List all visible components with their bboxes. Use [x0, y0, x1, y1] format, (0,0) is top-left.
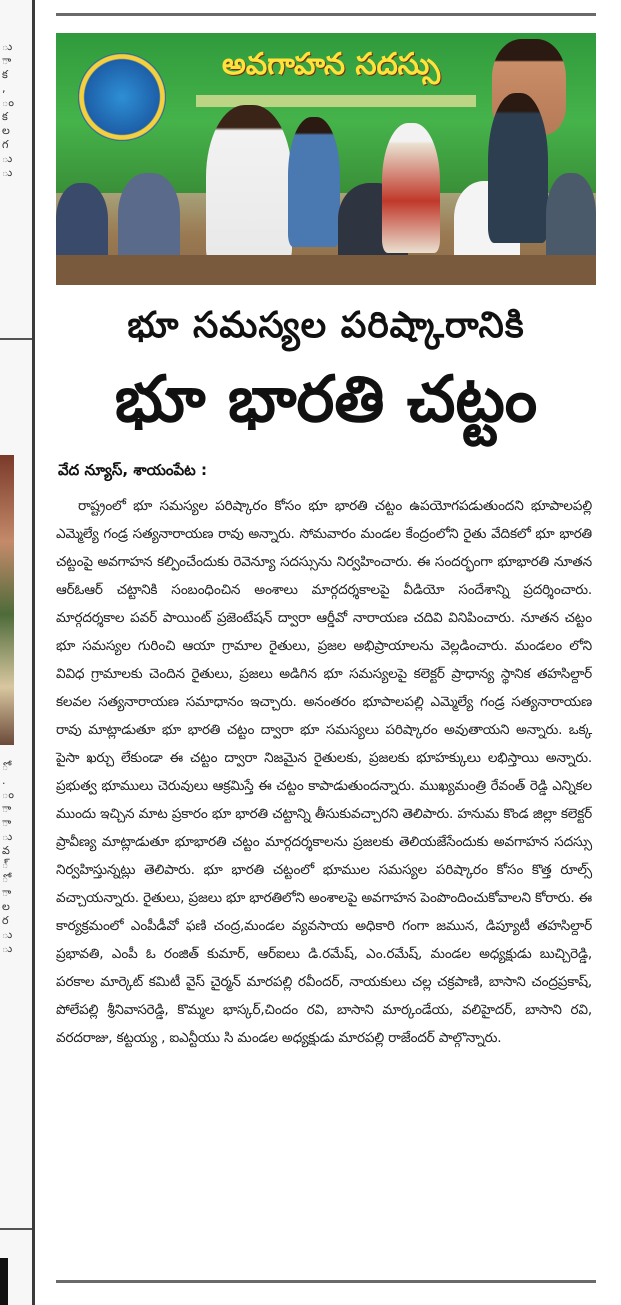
bottom-rule — [56, 1280, 596, 1283]
attendee — [382, 123, 440, 253]
strip-divider — [0, 338, 32, 340]
dais-table — [56, 255, 596, 285]
adjacent-photo-fragment — [0, 455, 14, 745]
strip-text-fragment: ో . ం ా ా ు వ ్ ో ా ల ర ు ు — [2, 760, 14, 955]
top-rule — [56, 13, 596, 16]
strip-divider — [0, 1228, 32, 1230]
emblem-logo — [78, 53, 166, 141]
headline-main: భూ భారతి చట్టం — [114, 363, 538, 437]
headline-kicker: భూ సమస్యల పరిష్కారానికి — [127, 305, 525, 346]
adjacent-block-fragment — [0, 1258, 8, 1305]
column-divider — [32, 0, 35, 1305]
adjacent-column-strip — [0, 0, 34, 1305]
attendee — [488, 93, 548, 243]
banner-text: అవగాహన సదస్సు — [221, 47, 441, 82]
article-body: రాష్ట్రంలో భూ సమస్యల పరిష్కారం కోసం భూ భారతి చట్టం ఉపయోగపడుతుందని భూపాలపల్లి ఎమ్మెల్యే గండ్ర సత్యనారాయణ రావు అన్నారు. సోమవారం మండల కేంద్రంలోని రైతు వేదికలో భూ భారతి చట్టంపై అవగాహన కల్పించేందుకు రెవెన్యూ సదస్సును నిర్వహించారు. ఈ సందర్భంగా భూభారతి నూతన ఆర్ఓఆర్ చట్టానికి సంబంధించిన అంశాలు మార్గదర్శకాలపై వీడియో సందేశాన్ని ప్రదర్శించారు. మార్గదర్శకాల పవర్ పాయింట్ ప్రజెంటేషన్ ద్వారా ఆర్డీవో నారాయణ చదివి వినిపించారు. నూతన చట్టం భూ సమస్యల గురించి ఆయా గ్రామాల రైతులు, ప్రజల అభిప్రాయాలను వెల్లడించారు. మండలం లోని వివిధ గ్రామాలకు చెందిన రైతులు, ప్రజలు అడిగిన భూ సమస్యలపై కలెక్టర్ ప్రాధాన్య స్థానిక తహసిల్దార్ కలవల సత్యనారాయణ సమాధానం ఇచ్చారు. అనంతరం భూపాలపల్లి ఎమ్మెల్యే గండ్ర సత్యనారాయణ రావు మాట్లాడుతూ భూ భారతి చట్టం ద్వారా భూ సమస్యలు పరిష్కారం అవుతాయని అన్నారు. ఒక్క పైసా ఖర్చు లేకుండా ఈ చట్టం ద్వారా నిజమైన రైతులకు, ప్రజలకు భూహక్కులు లభిస్తాయి అన్నారు. ప్రభుత్వ భూములు చెరువులు ఆక్రమిస్తే ఈ చట్టం కాపాడుతుందన్నారు. ముఖ్యమంత్రి రేవంత్ రెడ్డి ఎన్నికల ముందు ఇచ్చిన మాట ప్రకారం భూ భారతి చట్టాన్ని తీసుకువచ్చారని తెలిపారు. హనుమ కొండ జిల్లా కలెక్టర్ ప్రావీణ్య మాట్లాడుతూ భూభారతి చట్టం మార్గదర్శకాలను ప్రజలకు తెలియజేసేందుకు అవగాహన సదస్సు నిర్వహిస్తున్నట్లు తెలిపారు. భూ భారతి చట్టంలో భూముల సమస్యల పరిష్కారం కోసం కొత్త రూల్స్ వచ్చాయన్నారు. రైతులు, ప్రజలు భూ భారతిలోని అంశాలపై అవగాహన పెంపొందించుకోవాలని కోరారు. ఈ కార్యక్రమంలో ఎంపీడీవో ఫణి చంద్ర,మండల వ్యవసాయ అధికారి గంగా జమున, డిప్యూటీ తహసిల్దార్ ప్రభావతి, ఎంపీ ఓ రంజిత్ కుమార్, ఆర్ఐలు డి.రమేష్, ఎం.రమేష్, మండల అధ్యక్షుడు బుచ్చిరెడ్డి, పరకాల మార్కెట్ కమిటీ వైస్ చైర్మన్ మారపల్లి రవీందర్, నాయకులు చల్ల చక్రపాణి, బాసాని చంద్రప్రకాష్, పోలేపల్లి శ్రీనివాసరెడ్డి, కొమ్మల భాస్కర్,చిందం రవి, బాసాని మార్కండేయ, వలిహైదర్, బాసాని రవి, వరదరాజు, కట్టయ్య , ఐఎన్టీయు సి మండల అధ్యక్షుడు మారపల్లి రాజేందర్ పాల్గొన్నారు. — [56, 498, 592, 1046]
strip-text-fragment: ు ా క , ం క ల గ ు ు — [2, 40, 14, 179]
attendee — [288, 117, 340, 247]
event-photo — [56, 33, 596, 285]
attendee — [546, 173, 596, 265]
dateline: వేద న్యూస్, శాయంపేట : — [58, 461, 207, 479]
speaker — [206, 105, 292, 265]
attendee — [118, 173, 180, 265]
attendee — [56, 183, 108, 263]
